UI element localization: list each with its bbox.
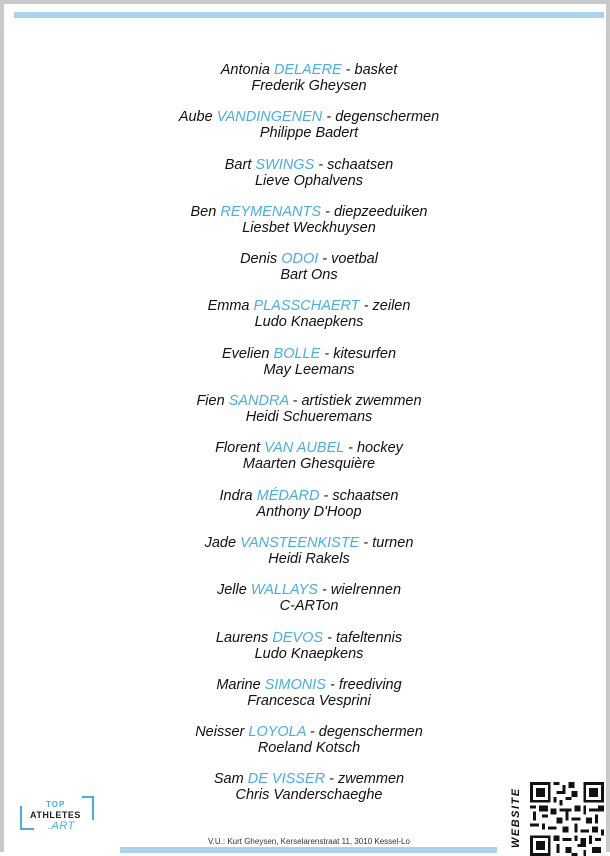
artist-name: Frederik Gheysen [251, 78, 367, 94]
athlete-entry [4, 62, 610, 109]
bottom-accent-bar [120, 847, 497, 853]
responsible-publisher: V.U.: Kurt Gheysen, Kerselarenstraat 11, 3010 Kessel-Lo [208, 837, 410, 846]
athlete-first-name: Florent [215, 440, 261, 457]
athlete-first-name: Neisser [195, 724, 245, 741]
separator: - [363, 298, 369, 315]
separator: - [324, 345, 330, 362]
artist-name: Liesbet Weckhuysen [242, 219, 376, 236]
separator: - [326, 109, 332, 126]
athlete-surname: VANSTEENKISTE [240, 534, 360, 551]
sport-name: basket [354, 62, 398, 78]
separator: - [325, 203, 330, 220]
athlete-surname: MÉDARD [256, 487, 320, 504]
artist-name: C-ARTon [279, 598, 339, 615]
athlete-first-name: Sam [213, 771, 244, 788]
athlete-first-name: Bart [224, 156, 252, 173]
artist-name: May Leemans [263, 361, 355, 378]
athlete-surname: VAN AUBEL [264, 440, 345, 457]
athlete-first-name: Emma [207, 298, 250, 315]
separator: - [292, 393, 298, 410]
athlete-surname: BOLLE [273, 345, 321, 362]
athlete-entry [4, 204, 610, 251]
athlete-entry [4, 298, 610, 345]
artist-name: Heidi Schueremans [245, 409, 373, 426]
athlete-surname: DEVOS [272, 629, 324, 646]
athlete-entry [4, 251, 610, 298]
sport-name: tafeltennis [336, 629, 403, 646]
artist-name: Roeland Kotsch [257, 740, 361, 757]
artist-name: Anthony D'Hoop [256, 503, 362, 520]
athlete-first-name: Denis [240, 251, 278, 268]
separator: - [323, 487, 329, 504]
website-text: WEBSITE [510, 787, 522, 848]
athlete-first-name: Jade [204, 534, 237, 551]
sport-name: degenschermen [318, 724, 423, 741]
artist-name: Ludo Knaepkens [254, 645, 364, 662]
athlete-entry [4, 582, 610, 629]
sport-name: schaatsen [332, 487, 399, 504]
athlete-surname: PLASSCHAERT [253, 298, 360, 315]
separator: - [329, 771, 334, 788]
artist-name: Ludo Knaepkens [254, 314, 364, 331]
athlete-first-name: Indra [219, 487, 253, 504]
artist-name: Heidi Rakels [268, 550, 350, 567]
artist-name: Chris Vanderschaeghe [235, 787, 383, 804]
athlete-surname: REYMENANTS [220, 203, 322, 220]
logo-text-athletes: ATHLETES [30, 810, 81, 820]
athlete-surname: SWINGS [255, 156, 315, 173]
sport-name: turnen [372, 534, 414, 551]
separator: - [322, 251, 328, 268]
athlete-first-name: Aube [178, 109, 213, 126]
athlete-entry [4, 535, 610, 582]
sport-name: wielrennen [330, 582, 402, 599]
athlete-surname: DE VISSER [247, 771, 326, 788]
sport-name: degenschermen [335, 109, 440, 126]
artist-name: Philippe Badert [259, 125, 359, 142]
sport-name: diepzeeduiken [333, 203, 428, 220]
qr-code-icon[interactable] [530, 782, 604, 856]
separator: - [348, 440, 353, 457]
top-accent-bar [14, 12, 604, 18]
sport-name: schaatsen [327, 156, 394, 173]
artist-name: Bart Ons [280, 267, 338, 284]
sport-name: artistiek zwemmen [301, 393, 422, 410]
athlete-entry [4, 488, 610, 535]
logo-text-top: TOP [46, 800, 66, 809]
separator: - [345, 62, 351, 78]
separator: - [327, 629, 332, 646]
athlete-entry [4, 440, 610, 487]
athlete-first-name: Evelien [221, 345, 270, 362]
athlete-list [4, 62, 610, 819]
athlete-entry [4, 724, 610, 771]
athlete-first-name: Laurens [215, 629, 269, 646]
athlete-surname: LOYOLA [248, 724, 306, 741]
athlete-entry [4, 346, 610, 393]
logo-frame-right [82, 796, 94, 820]
athlete-first-name: Ben [190, 203, 217, 220]
sport-name: kitesurfen [333, 345, 397, 362]
sport-name: freediving [338, 676, 402, 693]
sport-name: voetbal [331, 251, 378, 268]
athlete-surname: DELAERE [273, 62, 342, 78]
athlete-first-name: Fien [196, 393, 225, 410]
athlete-entry [4, 677, 610, 724]
artist-name: Lieve Ophalvens [254, 172, 363, 189]
athlete-first-name: Jelle [216, 582, 247, 599]
sport-name: zeilen [372, 298, 411, 315]
separator: - [318, 156, 324, 173]
artist-name: Francesca Vesprini [247, 692, 371, 709]
artist-name: Maarten Ghesquière [242, 456, 376, 473]
athlete-first-name: Antonia [220, 62, 270, 78]
athlete-surname: SIMONIS [264, 676, 326, 693]
athlete-surname: WALLAYS [250, 582, 318, 599]
sport-name: zwemmen [338, 771, 405, 788]
separator: - [322, 582, 327, 599]
athlete-entry [4, 109, 610, 156]
separator: - [309, 724, 315, 741]
separator: - [329, 676, 335, 693]
separator: - [363, 534, 369, 551]
athlete-first-name: Marine [216, 676, 261, 693]
athlete-surname: VANDINGENEN [216, 109, 323, 126]
athlete-entry [4, 630, 610, 677]
sport-name: hockey [356, 440, 403, 457]
athlete-surname: SANDRA [228, 393, 289, 410]
athlete-entry [4, 157, 610, 204]
athlete-entry [4, 393, 610, 440]
logo-text-art: .ART [48, 820, 75, 832]
athlete-surname: ODOI [281, 251, 319, 268]
